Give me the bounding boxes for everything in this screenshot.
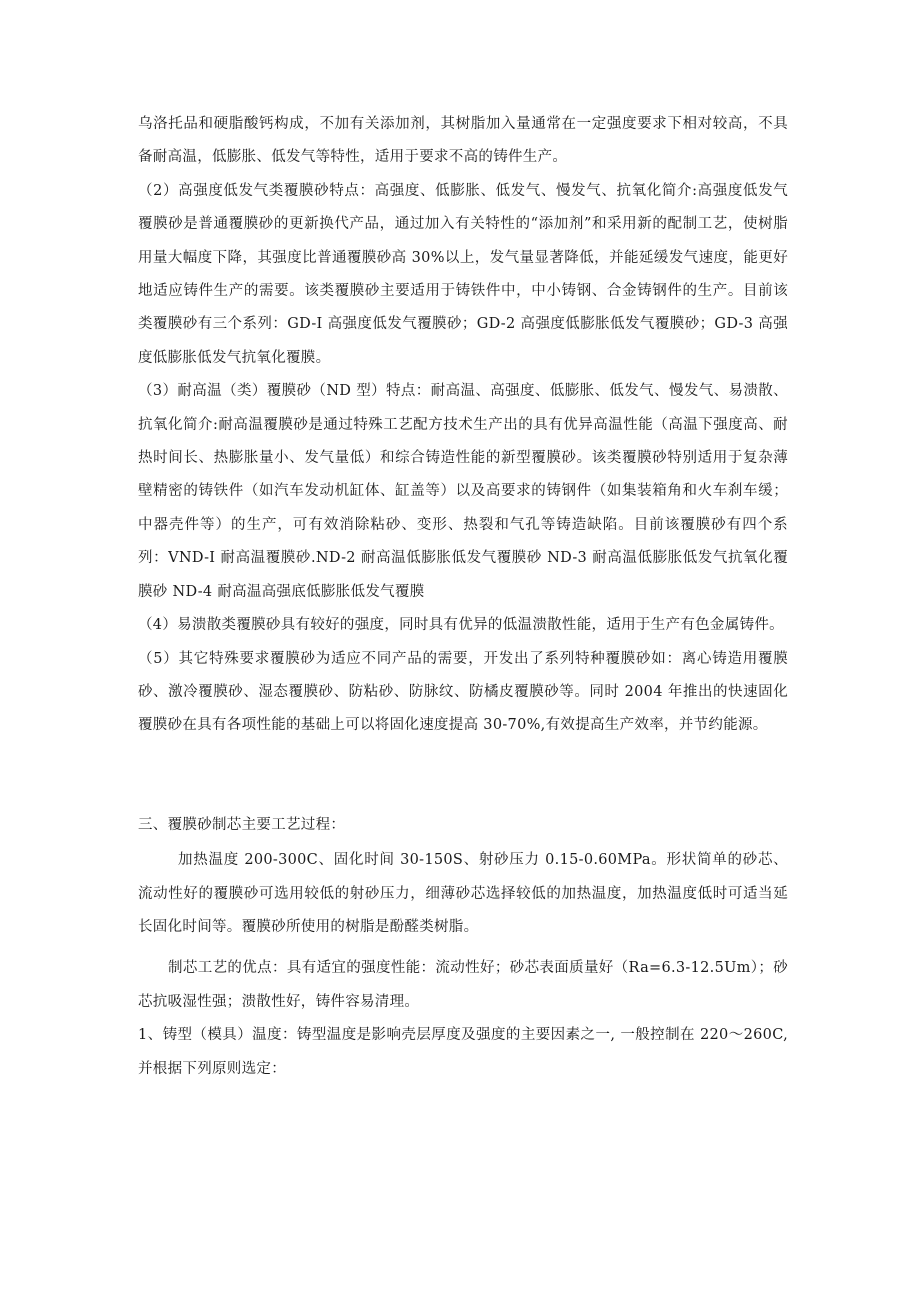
paragraph-intro: 乌洛托品和硬脂酸钙构成，不加有关添加剂，其树脂加入量通常在一定强度要求下相对较高，不具备耐高温，低膨胀、低发气等特性，适用于要求不高的铸件生产。: [138, 116, 788, 166]
paragraph-type-3: （3）耐高温（类）覆膜砂（ND 型）特点：耐高温、高强度、低膨胀、低发气、慢发气、易溃散、抗氧化简介:耐高温覆膜砂是通过特殊工艺配方技术生产出的具有优异高温性能（高温下强度高、耐热时间长、热膨胀量小、发气量低）和综合铸造性能的新型覆膜砂。该类覆膜砂特别适用于复杂薄壁精密的铸铁件（如汽车发动机缸体、缸盖等）以及高要求的铸钢件（如集装箱角和火车刹车缓；中器壳件等）的生产，可有效消除粘砂、变形、热裂和气孔等铸造缺陷。目前该覆膜砂有四个系列：VND-I 耐高温覆膜砂.ND-2 耐高温低膨胀低发气覆膜砂 ND-3 耐高温低膨胀低发气抗氧化覆膜砂 ND-4 耐高温高强底低膨胀低发气覆膜: [138, 383, 788, 600]
paragraph-type-2: （2）高强度低发气类覆膜砂特点：高强度、低膨胀、低发气、慢发气、抗氧化简介:高强度低发气覆膜砂是普通覆膜砂的更新换代产品，通过加入有关特性的“添加剂”和采用新的配制工艺，使树脂用量大幅度下降，其强度比普通覆膜砂高 30%以上，发气量显著降低，并能延缓发气速度，能更好地适应铸件生产的需要。该类覆膜砂主要适用于铸铁件中，中小铸钢、合金铸钢件的生产。目前该类覆膜砂有三个系列：GD-I 高强度低发气覆膜砂；GD-2 高强度低膨胀低发气覆膜砂；GD-3 高强度低膨胀低发气抗氧化覆膜。: [138, 182, 788, 366]
paragraph-advantages: 制芯工艺的优点：具有适宜的强度性能：流动性好；砂芯表面质量好（Ra=6.3-12.5Um）；砂芯抗吸湿性强；溃散性好，铸件容易清理。: [138, 960, 788, 1010]
paragraph-process: 加热温度 200-300C、固化时间 30-150S、射砂压力 0.15-0.60MPa。形状简单的砂芯、流动性好的覆膜砂可选用较低的射砂压力，细薄砂芯选择较低的加热温度，加热温度低时可适当延长固化时间等。覆膜砂所使用的树脂是酚醛类树脂。: [138, 852, 788, 935]
paragraph-item-1: 1、铸型（模具）温度：铸型温度是影响壳层厚度及强度的主要因素之一, 一般控制在 220～260C,并根据下列原则选定：: [138, 1027, 788, 1077]
document-page: [138, 108, 788, 1086]
section-heading: 三、覆膜砂制芯主要工艺过程：: [138, 816, 346, 833]
paragraph-type-4: （4）易溃散类覆膜砂具有较好的强度，同时具有优异的低温溃散性能，适用于生产有色金属铸件。: [138, 617, 784, 634]
paragraph-type-5: （5）其它特殊要求覆膜砂为适应不同产品的需要，开发出了系列特种覆膜砂如：离心铸造用覆膜砂、激冷覆膜砂、湿态覆膜砂、防粘砂、防脉纹、防橘皮覆膜砂等。同时 2004 年推出的快速固化覆膜砂在具有各项性能的基础上可以将固化速度提高 30-70%,有效提高生产效率，并节约能源。: [138, 650, 788, 734]
